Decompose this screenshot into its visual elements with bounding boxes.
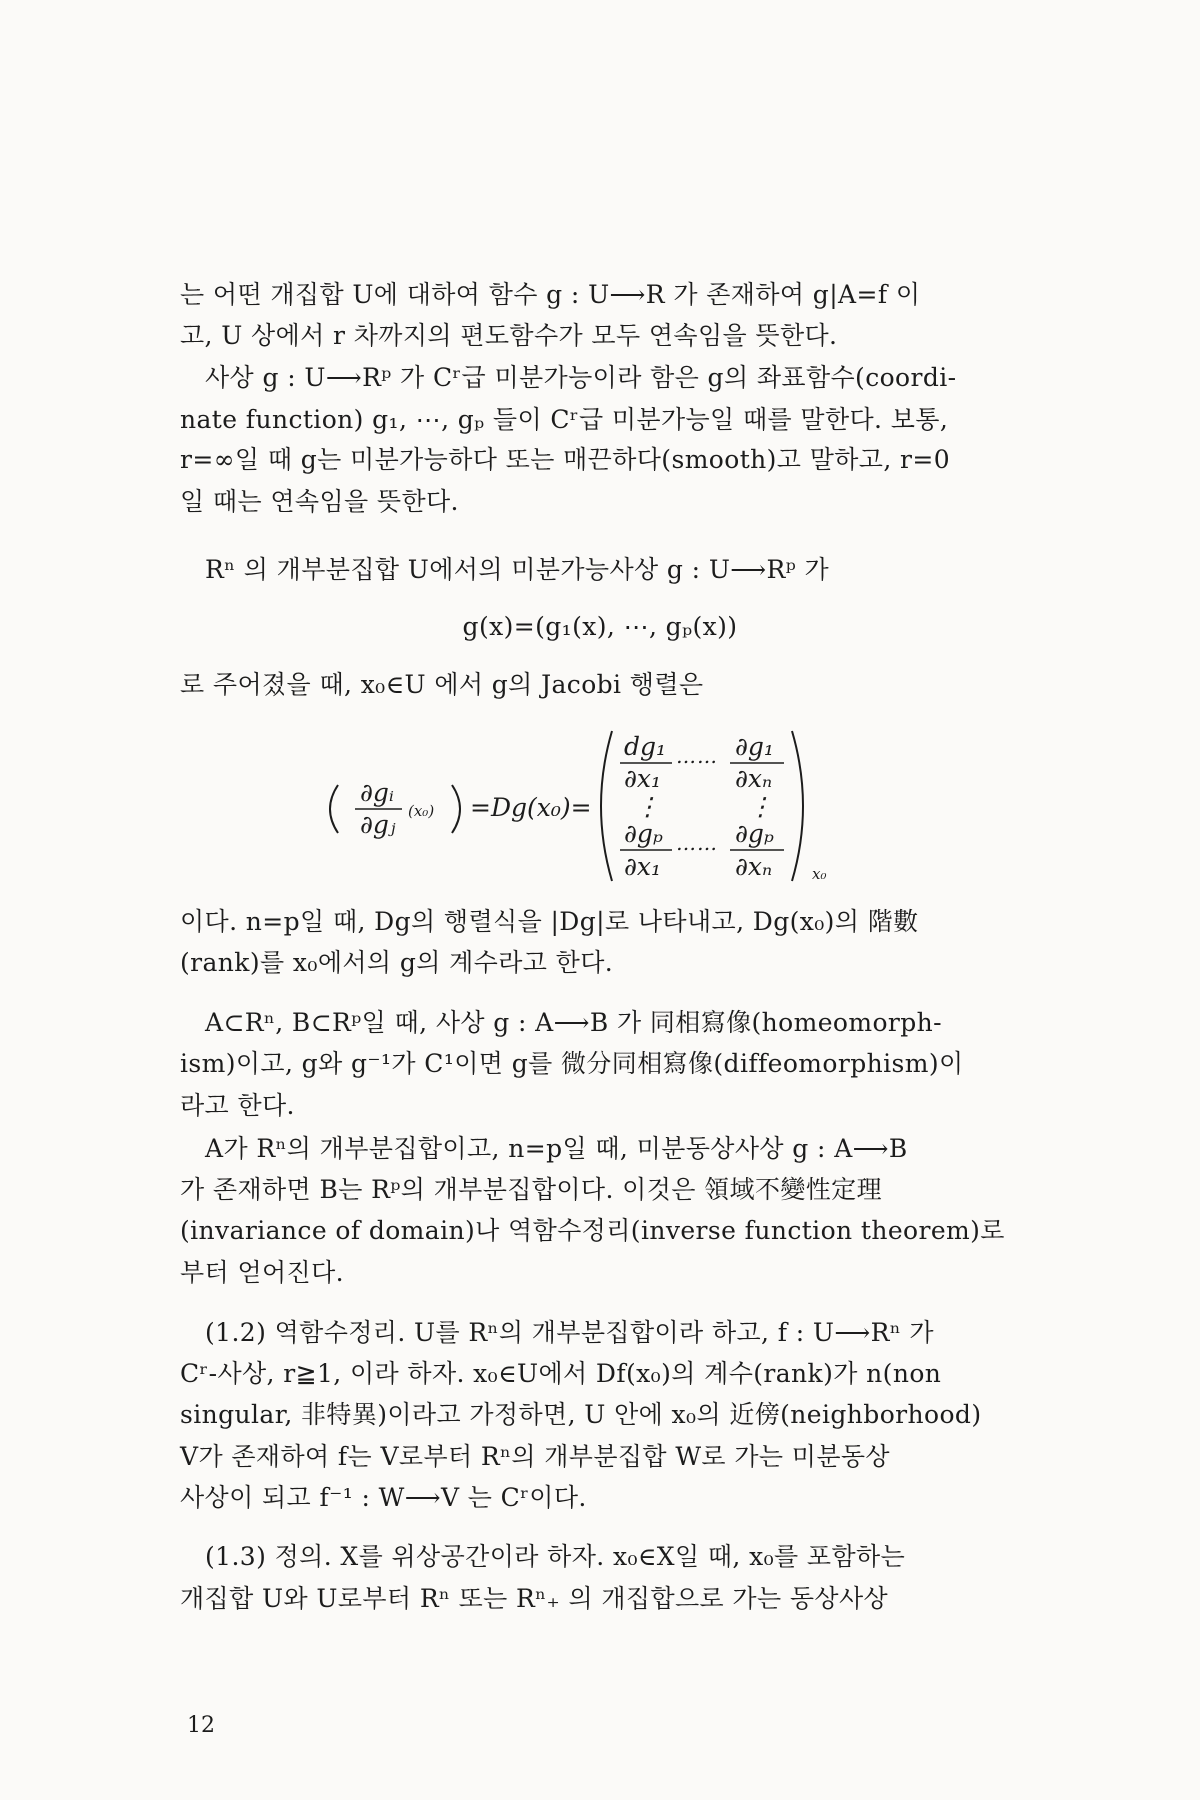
matrix-r3-dots: ……	[676, 831, 718, 855]
jacobi-matrix	[0, 727, 1200, 885]
matrix-right-paren	[792, 731, 803, 881]
text-line: 이다. n=p일 때, Dg의 행렬식을 |Dg|로 나타내고, Dg(x₀)의 階數	[180, 907, 919, 936]
lhs-argument: (x₀)	[408, 802, 435, 820]
display-equation: g(x)=(g₁(x), ⋯, gₚ(x))	[462, 612, 738, 641]
text-line: r=∞일 때 g는 미분가능하다 또는 매끈하다(smooth)고 말하고, r=0	[180, 445, 951, 474]
matrix-r1c2-den: ∂xₙ	[735, 764, 773, 793]
text-line: 고, U 상에서 r 차까지의 편도함수가 모두 연속임을 뜻한다.	[180, 321, 838, 350]
text-line: 부터 얻어진다.	[180, 1258, 344, 1287]
text-line: nate function) g₁, ⋯, gₚ 들이 Cʳ급 미분가능일 때를 말한다. 보통,	[180, 405, 949, 434]
definition-heading-line: (1.3) 정의. X를 위상공간이라 하자. x₀∈X일 때, x₀를 포함하는	[205, 1542, 906, 1571]
text-line: Rⁿ 의 개부분집합 U에서의 미분가능사상 g : U⟶Rᵖ 가	[205, 555, 830, 584]
text-line: (rank)를 x₀에서의 g의 계수라고 한다.	[180, 948, 614, 977]
lhs-numerator: ∂gᵢ	[360, 778, 394, 807]
text-line: 는 어떤 개집합 U에 대하여 함수 g : U⟶R 가 존재하여 g|A=f 이	[180, 280, 921, 309]
matrix-r1-dots: ……	[676, 744, 718, 768]
theorem-heading-line: (1.2) 역함수정리. U를 Rⁿ의 개부분집합이라 하고, f : U⟶Rⁿ 가	[205, 1318, 934, 1347]
matrix-subscript: x₀	[812, 865, 827, 883]
text-line: Cʳ-사상, r≧1, 이라 하자. x₀∈U에서 Df(x₀)의 계수(rank)가 n(non	[180, 1359, 942, 1388]
left-paren	[330, 785, 338, 833]
text-line: A가 Rⁿ의 개부분집합이고, n=p일 때, 미분동상사상 g : A⟶B	[205, 1134, 908, 1163]
text-line: ism)이고, g와 g⁻¹가 C¹이면 g를 微分同相寫像(diffeomorphism)이	[180, 1049, 964, 1078]
matrix-vdots-left: ⋮	[635, 792, 660, 821]
text-line: 개집합 U와 U로부터 Rⁿ 또는 Rⁿ₊ 의 개집합으로 가는 동상사상	[180, 1584, 889, 1613]
matrix-left-paren	[601, 731, 612, 881]
text-line: singular, 非特異)이라고 가정하면, U 안에 x₀의 近傍(neighborhood)	[180, 1400, 982, 1429]
matrix-r1c1-num: dg₁	[624, 732, 667, 761]
text-line: A⊂Rⁿ, B⊂Rᵖ일 때, 사상 g : A⟶B 가 同相寫像(homeomorph-	[205, 1008, 943, 1037]
matrix-r3c1-den: ∂x₁	[624, 852, 662, 881]
matrix-r3c2-den: ∂xₙ	[735, 852, 773, 881]
matrix-r3c1-num: ∂gₚ	[624, 819, 663, 848]
text-line: 라고 한다.	[180, 1091, 295, 1120]
right-paren	[452, 785, 460, 833]
lhs-mid: =Dg(x₀)=	[470, 793, 592, 822]
page-number: 12	[187, 1713, 215, 1738]
matrix-vdots-right: ⋮	[748, 792, 773, 821]
lhs-denominator: ∂gⱼ	[360, 810, 396, 839]
text-line: V가 존재하여 f는 V로부터 Rⁿ의 개부분집합 W로 가는 미분동상	[180, 1442, 890, 1471]
text-line: 로 주어졌을 때, x₀∈U 에서 g의 Jacobi 행렬은	[180, 670, 704, 699]
text-line: 일 때는 연속임을 뜻한다.	[180, 487, 459, 516]
text-line: 사상이 되고 f⁻¹ : W⟶V 는 Cʳ이다.	[180, 1483, 587, 1512]
text-line: 가 존재하면 B는 Rᵖ의 개부분집합이다. 이것은 領域不變性定理	[180, 1175, 882, 1204]
text-line: (invariance of domain)나 역함수정리(inverse function theorem)로	[180, 1216, 1005, 1245]
matrix-r3c2-num: ∂gₚ	[735, 819, 774, 848]
matrix-r1c1-den: ∂x₁	[624, 764, 662, 793]
matrix-r1c2-num: ∂g₁	[735, 732, 774, 761]
text-line: 사상 g : U⟶Rᵖ 가 Cʳ급 미분가능이라 함은 g의 좌표함수(coordi-	[205, 363, 957, 392]
